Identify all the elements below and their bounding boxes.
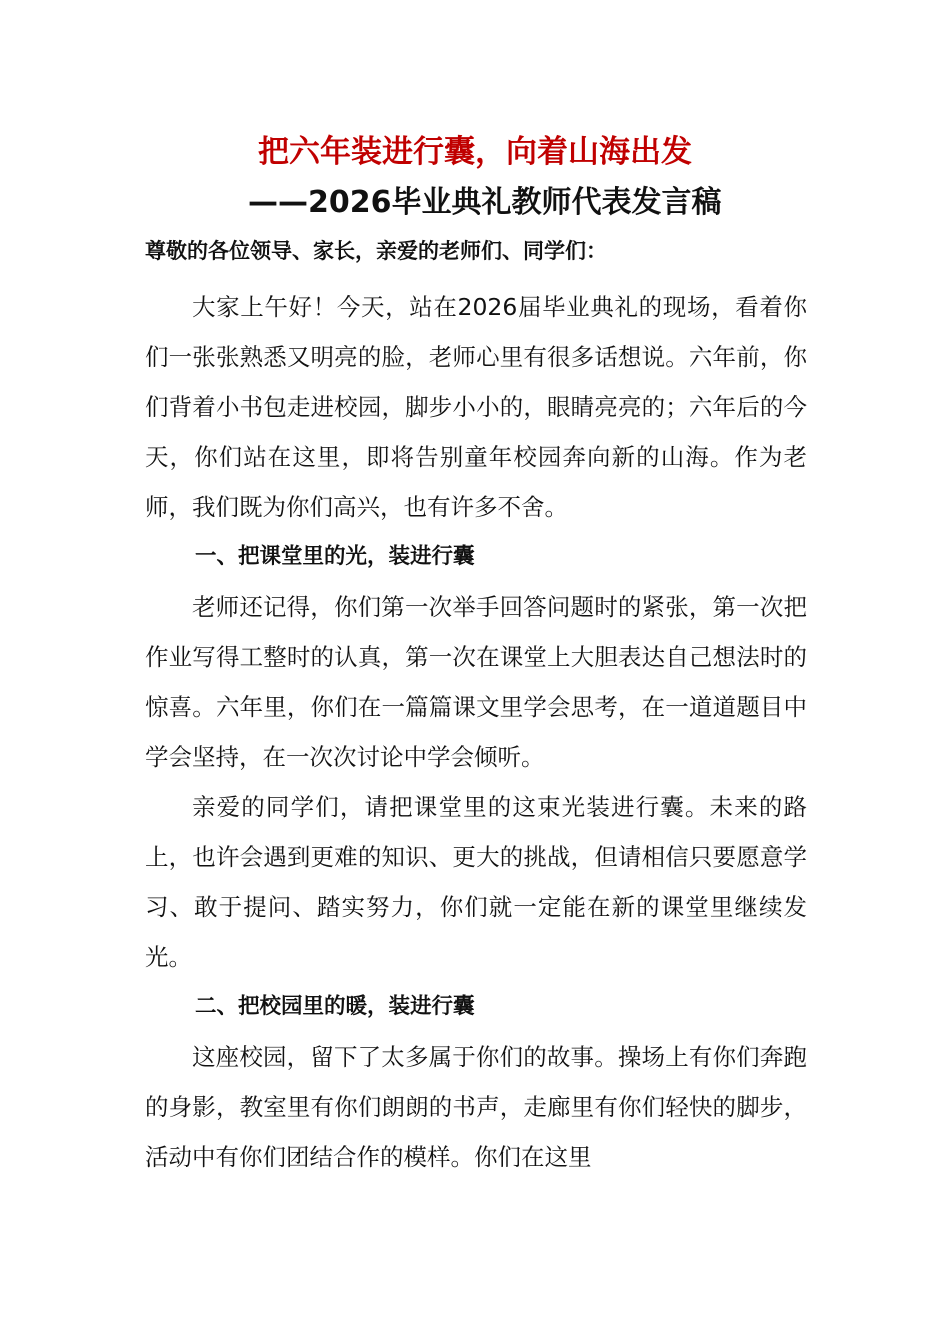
salutation: 尊敬的各位领导、家长，亲爱的老师们、同学们： [145,239,607,263]
section-heading-2: 二、把校园里的暖，装进行囊 [195,994,475,1019]
document-subtitle: ——2026毕业典礼教师代表发言稿 [248,185,722,220]
paragraph-section1-a: 老师还记得，你们第一次举手回答问题时的紧张，第一次把作业写得工整时的认真，第一次在课堂上大胆表达自己想法时的惊喜。六年里，你们在一篇篇课文里学会思考，在一道道题目中学会坚持，在一次次讨论中学会倾听。 [145,593,807,771]
document-body [145,282,807,1182]
paragraph-section1-b: 亲爱的同学们，请把课堂里的这束光装进行囊。未来的路上，也许会遇到更难的知识、更大的挑战，但请相信只要愿意学习、敢于提问、踏实努力，你们就一定能在新的课堂里继续发光。 [145,793,807,971]
document-title: 把六年装进行囊，向着山海出发 [258,134,692,170]
paragraph-section2-a: 这座校园，留下了太多属于你们的故事。操场上有你们奔跑的身影，教室里有你们朗朗的书声，走廊里有你们轻快的脚步，活动中有你们团结合作的模样。你们在这里 [145,1043,807,1171]
paragraph-opening: 大家上午好！今天，站在2026届毕业典礼的现场，看着你们一张张熟悉又明亮的脸，老师心里有很多话想说。六年前，你们背着小书包走进校园，脚步小小的，眼睛亮亮的；六年后的今天，你们站在这里，即将告别童年校园奔向新的山海。作为老师，我们既为你们高兴，也有许多不舍。 [145,293,807,521]
section-heading-1: 一、把课堂里的光，装进行囊 [195,544,475,569]
